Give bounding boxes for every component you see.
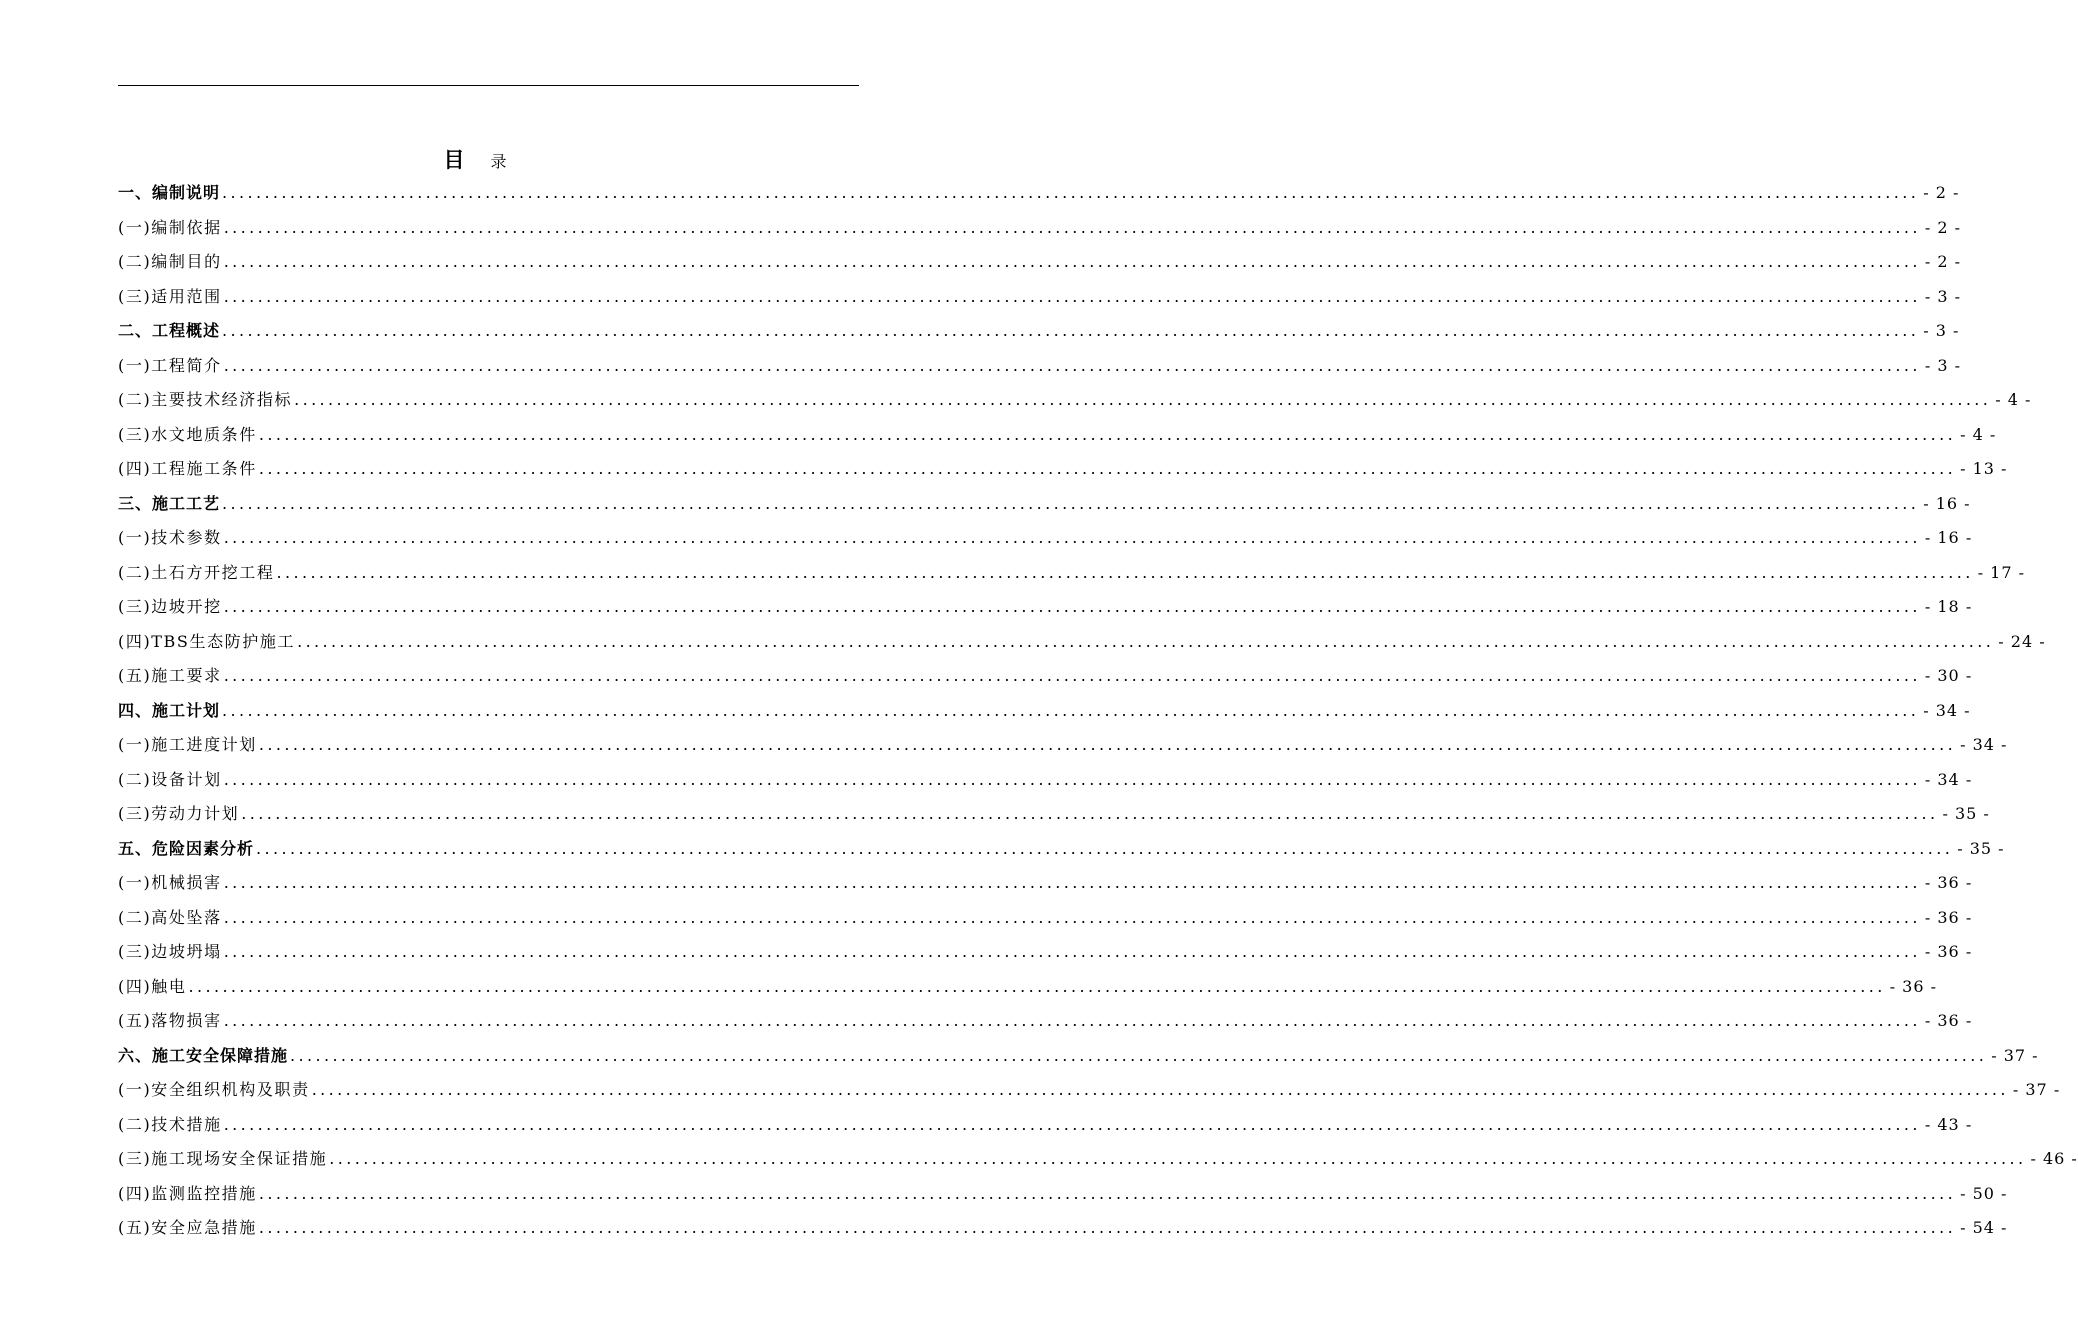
toc-entry-label: (三)边坡坍塌 <box>118 942 222 961</box>
toc-entry-label: 四、施工计划 <box>118 700 221 720</box>
toc-dot-leader: ........................................................................................................................................................................................................ <box>222 321 1920 340</box>
toc-section-entry[interactable] <box>118 1004 1973 1039</box>
toc-entry-label: (二)设备计划 <box>118 769 222 789</box>
toc-section-entry[interactable] <box>118 1211 2008 1246</box>
toc-entry-label: (一)机械损害 <box>118 873 222 892</box>
toc-entry-page-number: - 2 - <box>1923 183 1960 202</box>
toc-entry-label: (一)施工进度计划 <box>118 735 257 754</box>
toc-entry-page-number: - 36 - <box>1924 942 1973 961</box>
toc-dot-leader: ........................................................................................................................................................................................................ <box>297 631 1995 651</box>
toc-section-entry[interactable] <box>118 383 2032 418</box>
toc-section-entry[interactable] <box>118 245 1962 280</box>
toc-entry-label: (五)落物损害 <box>118 1011 222 1030</box>
toc-section-entry[interactable] <box>118 211 1962 246</box>
toc-dot-leader: ........................................................................................................................................................................................................ <box>258 735 1957 754</box>
toc-entry-label: (五)施工要求 <box>118 666 222 685</box>
toc-dot-leader: ........................................................................................................................................................................................................ <box>223 1011 1921 1030</box>
toc-title-sub: 录 <box>490 152 507 171</box>
toc-entry-page-number: - 3 - <box>1923 321 1960 340</box>
toc-section-entry[interactable] <box>118 280 1962 315</box>
toc-dot-leader: ........................................................................................................................................................................................................ <box>294 390 1992 409</box>
toc-title <box>0 145 950 177</box>
toc-dot-leader: ........................................................................................................................................................................................................ <box>222 700 1920 720</box>
toc-entry-label: (一)编制依据 <box>118 217 222 237</box>
toc-entry-page-number: - 46 - <box>2030 1149 2078 1168</box>
toc-dot-leader: ........................................................................................................................................................................................................ <box>223 597 1921 616</box>
toc-section-entry[interactable] <box>118 935 1973 970</box>
toc-entry-label: (四)工程施工条件 <box>118 459 257 478</box>
toc-entry-label: 六、施工安全保障措施 <box>118 1045 289 1065</box>
toc-entry-label: 三、施工工艺 <box>118 493 221 513</box>
toc-section-entry[interactable] <box>118 866 1973 901</box>
toc-chapter-entry[interactable] <box>118 694 1971 729</box>
toc-entry-label: (三)施工现场安全保证措施 <box>118 1149 328 1168</box>
toc-entry-page-number: - 30 - <box>1924 666 1973 685</box>
toc-entry-page-number: - 37 - <box>1991 1045 2039 1065</box>
toc-entry-page-number: - 34 - <box>1923 700 1971 720</box>
toc-dot-leader: ........................................................................................................................................................................................................ <box>256 838 1954 858</box>
toc-section-entry[interactable] <box>118 1108 1973 1143</box>
toc-entry-label: (二)高处坠落 <box>118 907 222 927</box>
toc-entry-page-number: - 50 - <box>1960 1183 2008 1203</box>
toc-entry-page-number: - 16 - <box>1924 528 1973 547</box>
toc-entry-page-number: - 4 - <box>1995 390 2032 409</box>
toc-section-entry[interactable] <box>118 349 1962 384</box>
toc-section-entry[interactable] <box>118 625 2046 660</box>
toc-section-entry[interactable] <box>118 1142 2078 1177</box>
toc-dot-leader: ........................................................................................................................................................................................................ <box>223 873 1921 892</box>
toc-entry-label: 二、工程概述 <box>118 321 221 340</box>
toc-entry-page-number: - 35 - <box>1942 804 1990 823</box>
toc-entry-page-number: - 17 - <box>1977 562 2026 582</box>
toc-section-entry[interactable] <box>118 763 1973 798</box>
toc-dot-leader: ........................................................................................................................................................................................................ <box>276 562 1974 582</box>
header-rule <box>118 85 859 86</box>
toc-dot-leader: ........................................................................................................................................................................................................ <box>223 528 1921 547</box>
toc-entry-label: 一、编制说明 <box>118 183 221 202</box>
toc-section-entry[interactable] <box>118 797 1990 832</box>
toc-chapter-entry[interactable] <box>118 832 2005 867</box>
toc-entry-label: (四)触电 <box>118 976 187 996</box>
toc-section-entry[interactable] <box>118 1073 2061 1108</box>
toc-dot-leader: ........................................................................................................................................................................................................ <box>290 1045 1988 1065</box>
toc-entry-page-number: - 36 - <box>1889 976 1938 996</box>
toc-entry-page-number: - 3 - <box>1924 286 1962 306</box>
toc-entry-page-number: - 36 - <box>1924 1011 1973 1030</box>
toc-dot-leader: ........................................................................................................................................................................................................ <box>188 976 1886 996</box>
toc-section-entry[interactable] <box>118 901 1973 936</box>
toc-dot-leader: ........................................................................................................................................................................................................ <box>311 1080 2009 1099</box>
toc-entry-page-number: - 36 - <box>1924 907 1973 927</box>
toc-entry-page-number: - 2 - <box>1924 217 1962 237</box>
toc-entry-label: (三)边坡开挖 <box>118 597 222 616</box>
toc-dot-leader: ........................................................................................................................................................................................................ <box>223 769 1921 789</box>
toc-dot-leader: ........................................................................................................................................................................................................ <box>223 252 1921 271</box>
toc-section-entry[interactable] <box>118 452 2008 487</box>
toc-chapter-entry[interactable] <box>118 487 1971 522</box>
toc-entry-page-number: - 35 - <box>1957 838 2005 858</box>
toc-entry-page-number: - 18 - <box>1924 597 1973 616</box>
toc-entry-page-number: - 16 - <box>1923 493 1971 513</box>
toc-entry-label: (一)安全组织机构及职责 <box>118 1080 310 1099</box>
toc-dot-leader: ........................................................................................................................................................................................................ <box>223 942 1921 961</box>
toc-entry-page-number: - 13 - <box>1960 459 2008 478</box>
toc-entry-page-number: - 24 - <box>1998 631 2046 651</box>
toc-entry-label: (二)主要技术经济指标 <box>118 390 293 409</box>
toc-dot-leader: ........................................................................................................................................................................................................ <box>258 459 1957 478</box>
toc-entry-page-number: - 3 - <box>1924 355 1962 375</box>
toc-dot-leader: ........................................................................................................................................................................................................ <box>258 1183 1957 1203</box>
toc-entry-label: (一)技术参数 <box>118 528 222 547</box>
toc-section-entry[interactable] <box>118 659 1973 694</box>
toc-entry-page-number: - 43 - <box>1924 1114 1973 1134</box>
toc-entry-label: (五)安全应急措施 <box>118 1218 257 1237</box>
toc-entry-label: (四)监测监控措施 <box>118 1183 257 1203</box>
toc-entry-page-number: - 2 - <box>1924 252 1962 271</box>
toc-entry-page-number: - 37 - <box>2012 1080 2061 1099</box>
toc-dot-leader: ........................................................................................................................................................................................................ <box>223 217 1921 237</box>
toc-section-entry[interactable] <box>118 728 2008 763</box>
toc-section-entry[interactable] <box>118 556 2026 591</box>
toc-dot-leader: ........................................................................................................................................................................................................ <box>222 183 1920 202</box>
toc-entry-label: (二)土石方开挖工程 <box>118 562 275 582</box>
toc-section-entry[interactable] <box>118 521 1973 556</box>
toc-entry-page-number: - 54 - <box>1960 1218 2008 1237</box>
toc-entry-label: 五、危险因素分析 <box>118 838 255 858</box>
toc-entry-label: (三)适用范围 <box>118 286 222 306</box>
toc-dot-leader: ........................................................................................................................................................................................................ <box>223 666 1921 685</box>
toc-chapter-entry[interactable] <box>118 1039 2039 1074</box>
toc-entry-label: (二)编制目的 <box>118 252 222 271</box>
toc-dot-leader: ........................................................................................................................................................................................................ <box>223 286 1921 306</box>
toc-dot-leader: ........................................................................................................................................................................................................ <box>258 424 1957 444</box>
toc-entry-label: (三)劳动力计划 <box>118 804 240 823</box>
toc-dot-leader: ........................................................................................................................................................................................................ <box>223 907 1921 927</box>
toc-section-entry[interactable] <box>118 1177 2008 1212</box>
toc-chapter-entry[interactable] <box>118 314 1960 349</box>
toc-entry-label: (四)TBS生态防护施工 <box>118 631 296 651</box>
toc-section-entry[interactable] <box>118 590 1973 625</box>
toc-section-entry[interactable] <box>118 418 1997 453</box>
toc-dot-leader: ........................................................................................................................................................................................................ <box>222 493 1920 513</box>
toc-entry-page-number: - 4 - <box>1960 424 1997 444</box>
toc-entry-label: (二)技术措施 <box>118 1114 222 1134</box>
toc-dot-leader: ........................................................................................................................................................................................................ <box>223 1114 1921 1134</box>
toc-dot-leader: ........................................................................................................................................................................................................ <box>258 1218 1957 1237</box>
toc-dot-leader: ........................................................................................................................................................................................................ <box>241 804 1939 823</box>
toc-chapter-entry[interactable] <box>118 176 1960 211</box>
toc-section-entry[interactable] <box>118 970 1938 1005</box>
toc-dot-leader: ........................................................................................................................................................................................................ <box>329 1149 2027 1168</box>
toc-entry-label: (三)水文地质条件 <box>118 424 257 444</box>
toc-entry-page-number: - 34 - <box>1924 769 1973 789</box>
toc-entry-label: (一)工程简介 <box>118 355 222 375</box>
toc-entry-page-number: - 36 - <box>1924 873 1973 892</box>
toc-title-main: 目 <box>443 147 465 172</box>
toc-entry-page-number: - 34 - <box>1960 735 2008 754</box>
toc-dot-leader: ........................................................................................................................................................................................................ <box>223 355 1921 375</box>
table-of-contents <box>118 176 2078 1246</box>
